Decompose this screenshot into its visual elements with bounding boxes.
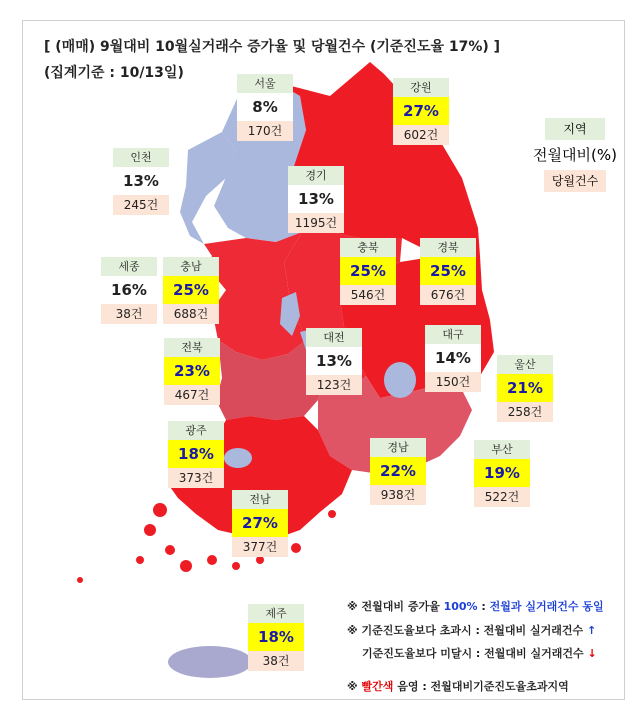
card-chungnam bbox=[163, 257, 219, 324]
note-1-prefix: ※ 전월대비 증가율 bbox=[347, 600, 444, 613]
region-count: 688건 bbox=[163, 304, 219, 324]
legend-pct: 전월대비(%) bbox=[533, 146, 617, 164]
island bbox=[153, 503, 167, 517]
region-pct: 19% bbox=[474, 459, 530, 487]
region-count: 467건 bbox=[164, 385, 220, 405]
region-pct: 21% bbox=[497, 374, 553, 402]
island bbox=[180, 560, 192, 572]
region-pct: 13% bbox=[306, 347, 362, 375]
region-pct: 18% bbox=[248, 623, 304, 651]
region-name: 제주 bbox=[248, 604, 304, 623]
chart-subtitle: (집계기준 : 10/13일) bbox=[44, 65, 184, 81]
note-2 bbox=[347, 622, 596, 638]
region-pct: 16% bbox=[101, 276, 157, 304]
region-name: 전남 bbox=[232, 490, 288, 509]
card-chungbuk bbox=[340, 238, 396, 305]
legend-count: 당월건수 bbox=[544, 170, 606, 192]
island bbox=[136, 556, 144, 564]
region-name: 경남 bbox=[370, 438, 426, 457]
region-name: 충남 bbox=[163, 257, 219, 276]
island bbox=[207, 555, 217, 565]
note-1-rest: 실거래건수 bbox=[521, 600, 583, 613]
region-name: 인천 bbox=[113, 148, 169, 167]
region-name: 충북 bbox=[340, 238, 396, 257]
note-2-text: ※ 기준진도율보다 초과시 : 전월대비 실거래건수 bbox=[347, 624, 584, 637]
region-pct: 13% bbox=[288, 185, 344, 213]
island bbox=[328, 510, 336, 518]
region-name: 부산 bbox=[474, 440, 530, 459]
card-gangwon bbox=[393, 78, 449, 145]
note-3 bbox=[362, 645, 597, 661]
region-name: 전북 bbox=[164, 338, 220, 357]
region-count: 38건 bbox=[101, 304, 157, 324]
card-incheon bbox=[113, 148, 169, 215]
region-name: 울산 bbox=[497, 355, 553, 374]
note-4-rest: 음영 : 전월대비기준진도율초과지역 bbox=[393, 680, 569, 693]
region-count: 38건 bbox=[248, 651, 304, 671]
region-name: 경기 bbox=[288, 166, 344, 185]
card-gyeonggi bbox=[288, 166, 344, 233]
card-jeju bbox=[248, 604, 304, 671]
card-busan bbox=[474, 440, 530, 507]
note-1-end: 동일 bbox=[582, 600, 604, 613]
region-pct: 27% bbox=[232, 509, 288, 537]
arrow-up-icon: ↑ bbox=[586, 624, 597, 637]
region-count: 602건 bbox=[393, 125, 449, 145]
region-name: 강원 bbox=[393, 78, 449, 97]
note-1-mid: 전월과 bbox=[489, 600, 522, 613]
region-name: 대구 bbox=[425, 325, 481, 344]
region-count: 377건 bbox=[232, 537, 288, 557]
region-pct: 27% bbox=[393, 97, 449, 125]
region-gwangju bbox=[224, 448, 252, 468]
card-sejong bbox=[101, 257, 157, 324]
region-count: 1195건 bbox=[288, 213, 344, 233]
note-4 bbox=[347, 678, 569, 694]
card-gyeongbuk bbox=[420, 238, 476, 305]
region-pct: 8% bbox=[237, 93, 293, 121]
legend-name: 지역 bbox=[545, 118, 605, 140]
note-1-percent: 100% bbox=[443, 600, 478, 613]
note-3-text: 기준진도율보다 미달시 : 전월대비 실거래건수 bbox=[362, 647, 584, 660]
card-daegu bbox=[425, 325, 481, 392]
card-jeonbuk bbox=[164, 338, 220, 405]
card-gyeongnam bbox=[370, 438, 426, 505]
region-count: 373건 bbox=[168, 468, 224, 488]
region-count: 676건 bbox=[420, 285, 476, 305]
legend-card bbox=[532, 118, 618, 192]
island bbox=[291, 543, 301, 553]
card-ulsan bbox=[497, 355, 553, 422]
chart-title: [ (매매) 9월대비 10월실거래수 증가율 및 당월건수 (기준진도율 17%) ] bbox=[44, 39, 501, 55]
island bbox=[232, 562, 240, 570]
arrow-down-icon: ↓ bbox=[587, 647, 597, 660]
card-jeonnam bbox=[232, 490, 288, 557]
island bbox=[256, 556, 264, 564]
region-count: 938건 bbox=[370, 485, 426, 505]
region-pct: 25% bbox=[340, 257, 396, 285]
region-count: 546건 bbox=[340, 285, 396, 305]
region-pct: 13% bbox=[113, 167, 169, 195]
region-daegu bbox=[384, 362, 416, 398]
region-count: 522건 bbox=[474, 487, 530, 507]
region-pct: 22% bbox=[370, 457, 426, 485]
region-name: 대전 bbox=[306, 328, 362, 347]
region-pct: 14% bbox=[425, 344, 481, 372]
island bbox=[77, 577, 83, 583]
region-jeju bbox=[168, 646, 252, 678]
region-name: 서울 bbox=[237, 74, 293, 93]
region-pct: 18% bbox=[168, 440, 224, 468]
region-count: 123건 bbox=[306, 375, 362, 395]
note-1 bbox=[347, 598, 604, 614]
region-count: 245건 bbox=[113, 195, 169, 215]
region-count: 258건 bbox=[497, 402, 553, 422]
card-gwangju bbox=[168, 421, 224, 488]
region-pct: 23% bbox=[164, 357, 220, 385]
region-pct: 25% bbox=[420, 257, 476, 285]
note-4-prefix: ※ bbox=[347, 680, 362, 693]
region-name: 세종 bbox=[101, 257, 157, 276]
region-pct: 25% bbox=[163, 276, 219, 304]
card-seoul bbox=[237, 74, 293, 141]
island bbox=[144, 524, 156, 536]
card-daejeon bbox=[306, 328, 362, 395]
note-4-red: 빨간색 bbox=[361, 680, 394, 693]
region-name: 광주 bbox=[168, 421, 224, 440]
island bbox=[165, 545, 175, 555]
region-count: 150건 bbox=[425, 372, 481, 392]
region-name: 경북 bbox=[420, 238, 476, 257]
note-1-colon: : bbox=[477, 600, 490, 613]
region-count: 170건 bbox=[237, 121, 293, 141]
